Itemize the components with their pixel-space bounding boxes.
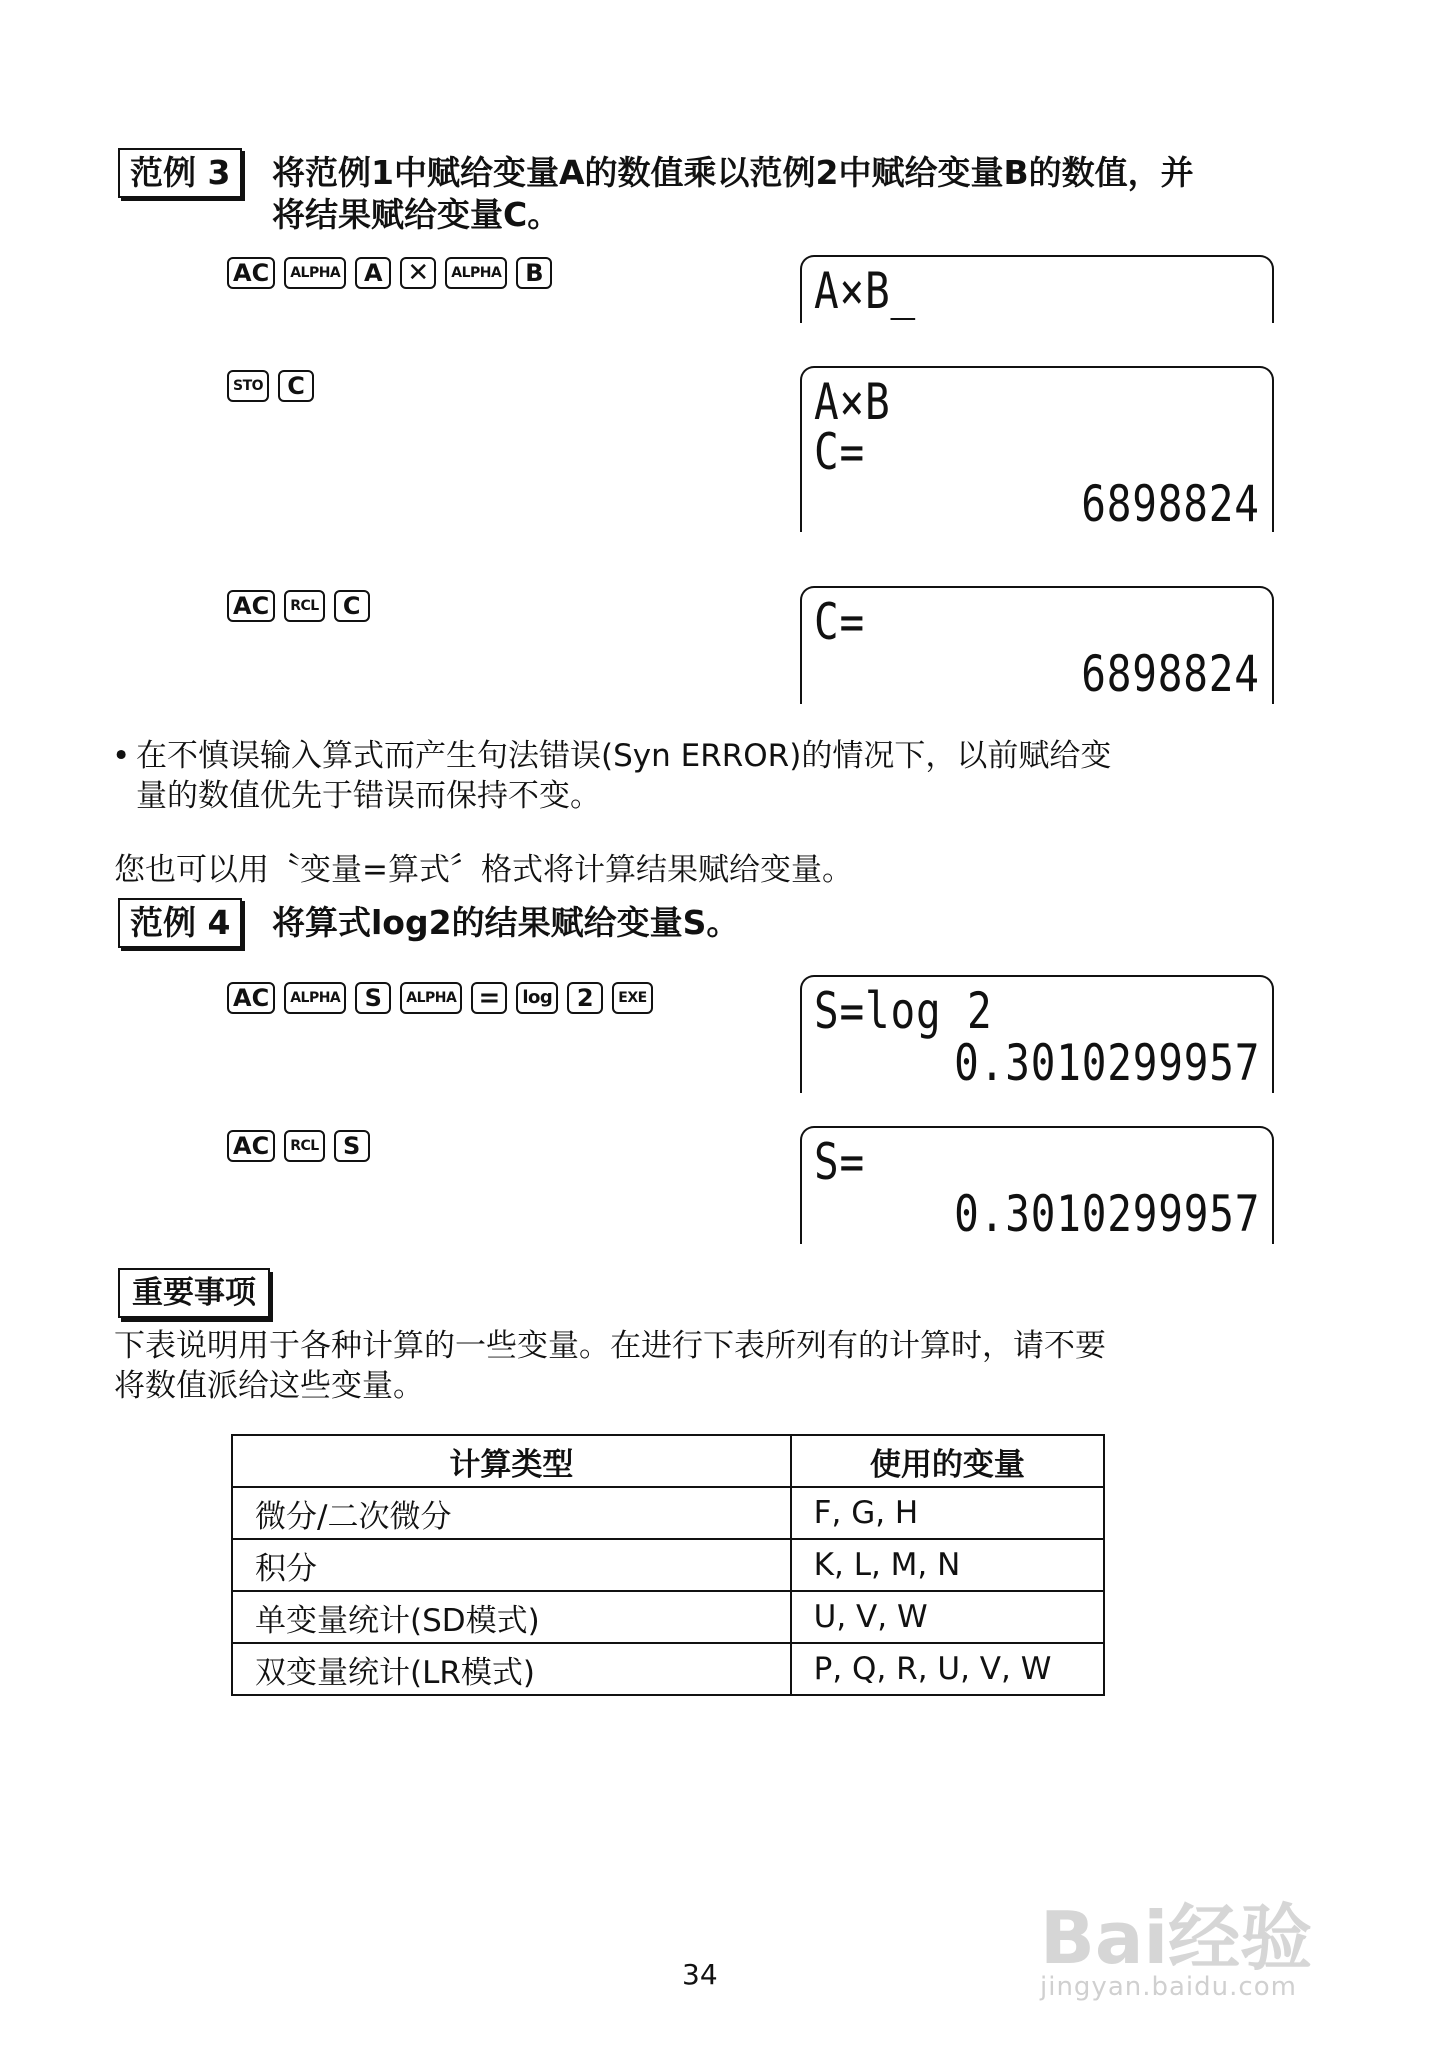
example4-text: 将算式log2的结果赋给变量S。 bbox=[272, 903, 740, 942]
table-row bbox=[232, 1539, 1104, 1591]
table-row bbox=[232, 1643, 1104, 1695]
example3-text-line2: 将结果赋给变量C。 bbox=[272, 195, 561, 234]
a-key: A bbox=[355, 257, 391, 289]
variables-cell: F, G, H bbox=[791, 1487, 1104, 1539]
ac-key: AC bbox=[227, 590, 275, 622]
display-result: 6898824 bbox=[1081, 645, 1260, 703]
equals-key: = bbox=[471, 982, 507, 1014]
important-line2: 将数值派给这些变量。 bbox=[114, 1368, 424, 1404]
variables-cell: U, V, W bbox=[791, 1591, 1104, 1643]
note-line1: 在不慎误输入算式而产生句法错误(Syn ERROR)的情况下，以前赋给变 bbox=[136, 738, 1112, 774]
example3-step1-keys bbox=[227, 257, 552, 289]
s-key: S bbox=[334, 1130, 370, 1162]
alpha-key: ALPHA bbox=[284, 982, 346, 1014]
display-result: 6898824 bbox=[1081, 475, 1260, 532]
page-number: 34 bbox=[682, 1958, 718, 1991]
watermark-logo: Bai经验 bbox=[1040, 1896, 1313, 1980]
alpha-key: ALPHA bbox=[400, 982, 462, 1014]
sto-key: STO bbox=[227, 370, 269, 402]
multiply-key: ✕ bbox=[400, 257, 436, 289]
header-variables: 使用的变量 bbox=[791, 1435, 1104, 1487]
alpha-key: ALPHA bbox=[445, 257, 507, 289]
variables-cell: P, Q, R, U, V, W bbox=[791, 1643, 1104, 1695]
exe-key: EXE bbox=[612, 982, 652, 1014]
example4-tag: 范例 4 bbox=[118, 898, 242, 948]
display-line: C= bbox=[814, 593, 866, 651]
important-tag: 重要事项 bbox=[118, 1268, 270, 1318]
example4-step2-keys bbox=[227, 1130, 370, 1162]
display-line: C= bbox=[814, 423, 866, 481]
display-line: S= bbox=[814, 1133, 866, 1191]
c-key: C bbox=[278, 370, 314, 402]
display-result: 0.3010299957 bbox=[953, 1034, 1260, 1092]
c-key: C bbox=[334, 590, 370, 622]
ac-key: AC bbox=[227, 982, 275, 1014]
example4-step1-keys bbox=[227, 982, 653, 1014]
calc-type-cell: 双变量统计(LR模式) bbox=[232, 1643, 791, 1695]
ac-key: AC bbox=[227, 1130, 275, 1162]
two-key: 2 bbox=[567, 982, 603, 1014]
s-key: S bbox=[355, 982, 391, 1014]
watermark-url: jingyan.baidu.com bbox=[1040, 1972, 1297, 2002]
table-row bbox=[232, 1487, 1104, 1539]
rcl-key: RCL bbox=[284, 590, 324, 622]
header-calc-type: 计算类型 bbox=[232, 1435, 791, 1487]
calc-type-cell: 积分 bbox=[232, 1539, 791, 1591]
calc-type-cell: 微分/二次微分 bbox=[232, 1487, 791, 1539]
intro-text: 您也可以用〝变量=算式〞格式将计算结果赋给变量。 bbox=[114, 852, 853, 888]
table-header-row bbox=[232, 1435, 1104, 1487]
table-row bbox=[232, 1591, 1104, 1643]
example3-step3-display bbox=[800, 586, 1274, 704]
note-bullet: • bbox=[112, 738, 131, 774]
example3-tag: 范例 3 bbox=[118, 148, 242, 198]
calc-type-cell: 单变量统计(SD模式) bbox=[232, 1591, 791, 1643]
variables-cell: K, L, M, N bbox=[791, 1539, 1104, 1591]
display-line: A×B_ bbox=[814, 262, 917, 320]
note-line2: 量的数值优先于错误而保持不变。 bbox=[136, 778, 601, 814]
display-result: 0.3010299957 bbox=[953, 1185, 1260, 1243]
example4-step1-display bbox=[800, 975, 1274, 1093]
important-line1: 下表说明用于各种计算的一些变量。在进行下表所列有的计算时，请不要 bbox=[114, 1328, 1106, 1364]
example3-step1-display bbox=[800, 255, 1274, 323]
example3-step3-keys bbox=[227, 590, 370, 622]
log-key: log bbox=[516, 982, 558, 1014]
example3-step2-keys bbox=[227, 370, 314, 402]
rcl-key: RCL bbox=[284, 1130, 324, 1162]
example3-text-line1: 将范例1中赋给变量A的数值乘以范例2中赋给变量B的数值，并 bbox=[272, 153, 1194, 192]
variables-table bbox=[231, 1434, 1105, 1696]
alpha-key: ALPHA bbox=[284, 257, 346, 289]
b-key: B bbox=[516, 257, 552, 289]
display-line: S=log 2 bbox=[814, 982, 993, 1040]
example3-step2-display bbox=[800, 366, 1274, 532]
ac-key: AC bbox=[227, 257, 275, 289]
example4-step2-display bbox=[800, 1126, 1274, 1244]
display-line: A×B bbox=[814, 373, 891, 431]
